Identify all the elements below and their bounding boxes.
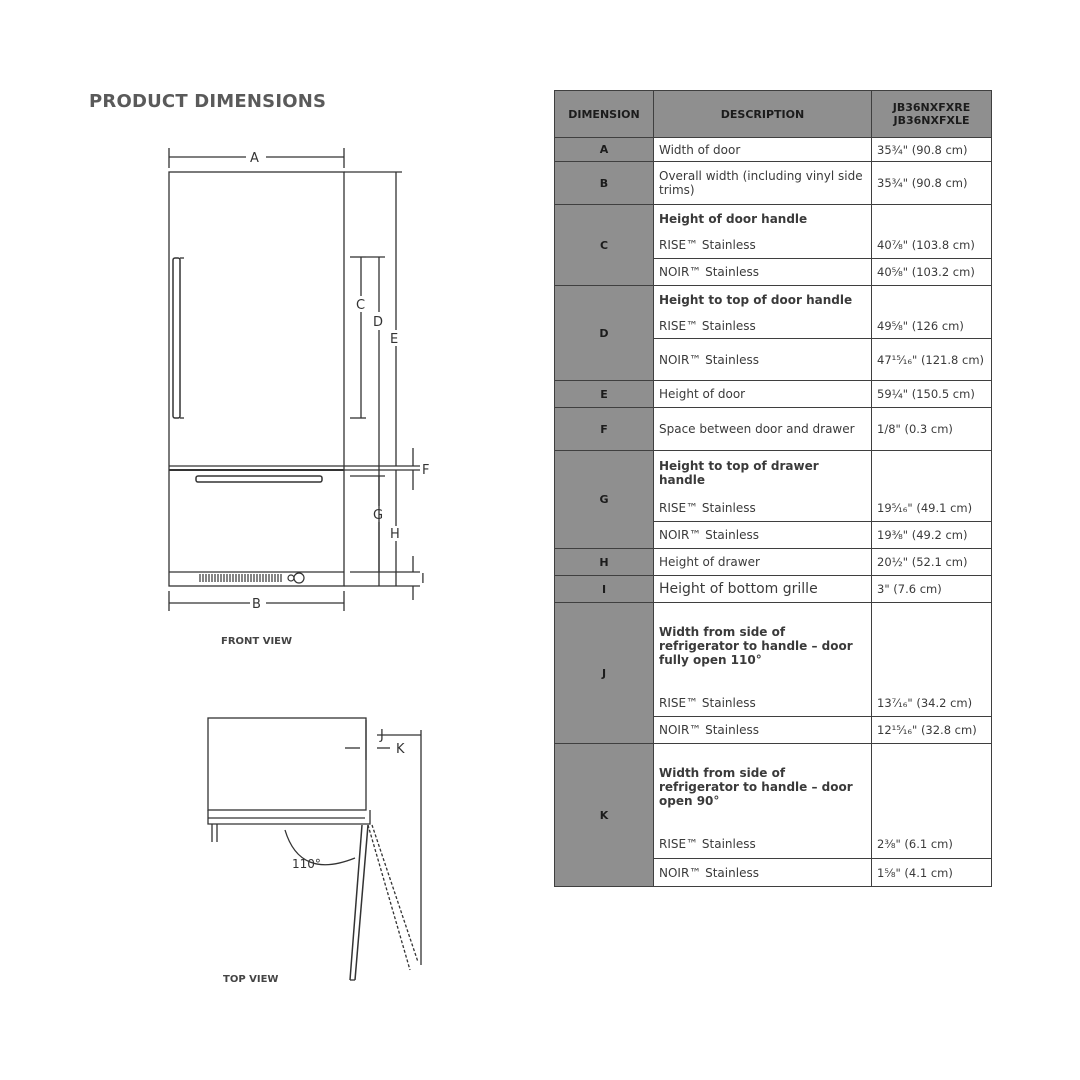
desc-sub: RISE™ Stainless <box>654 314 872 339</box>
dim-cell: H <box>555 549 654 576</box>
page-title: PRODUCT DIMENSIONS <box>89 91 327 112</box>
dim-label-i: I <box>421 572 425 587</box>
table-row <box>555 408 992 451</box>
dim-label-f: F <box>422 463 430 478</box>
value-cell: 59¼" (150.5 cm) <box>872 381 992 408</box>
dim-cell: E <box>555 381 654 408</box>
header-dimension: DIMENSION <box>555 91 654 138</box>
value-cell: 19⅜" (49.2 cm) <box>872 522 992 549</box>
dim-cell: D <box>555 286 654 381</box>
desc-sub: RISE™ Stainless <box>654 495 872 522</box>
value-cell: 1⅝" (4.1 cm) <box>872 859 992 887</box>
desc-sub: RISE™ Stainless <box>654 690 872 717</box>
desc-sub: NOIR™ Stainless <box>654 717 872 744</box>
header-model <box>872 91 992 138</box>
value-cell: 49⅝" (126 cm) <box>872 314 992 339</box>
table-row <box>555 603 992 690</box>
dim-cell: G <box>555 451 654 549</box>
table-row <box>555 205 992 233</box>
dim-label-j: J <box>380 728 384 743</box>
value-cell: 47¹⁵⁄₁₆" (121.8 cm) <box>872 339 992 381</box>
table-row <box>555 451 992 495</box>
value-cell: 40⅝" (103.2 cm) <box>872 259 992 286</box>
dim-cell: B <box>555 162 654 205</box>
dim-label-b: B <box>252 597 261 612</box>
model-1: JB36NXFXRE <box>892 101 971 114</box>
dim-cell: C <box>555 205 654 286</box>
desc-cell: Height of bottom grille <box>654 576 872 603</box>
desc-cell: Width of door <box>654 138 872 162</box>
desc-sub: NOIR™ Stainless <box>654 859 872 887</box>
dim-cell: K <box>555 744 654 887</box>
desc-heading: Width from side of refrigerator to handle – door open 90° <box>654 744 872 831</box>
door-handle <box>173 258 180 418</box>
desc-heading: Height to top of door handle <box>654 286 872 314</box>
dim-label-c: C <box>356 298 366 313</box>
table-row <box>555 162 992 205</box>
value-cell: 35¾" (90.8 cm) <box>872 138 992 162</box>
dim-label-k: K <box>396 742 405 757</box>
drawer-handle <box>196 476 322 482</box>
table-row <box>555 576 992 603</box>
table-row <box>555 549 992 576</box>
dim-label-g: G <box>373 508 384 523</box>
dim-label-h: H <box>390 527 400 542</box>
desc-sub: NOIR™ Stainless <box>654 259 872 286</box>
desc-heading: Height to top of drawer handle <box>654 451 872 495</box>
desc-heading: Height of door handle <box>654 205 872 233</box>
model-2: JB36NXFXLE <box>893 114 970 127</box>
dim-cell: I <box>555 576 654 603</box>
dim-cell: J <box>555 603 654 744</box>
top-view-caption: TOP VIEW <box>223 974 279 985</box>
top-view-handle <box>212 824 217 842</box>
dim-cell: F <box>555 408 654 451</box>
dim-cell: A <box>555 138 654 162</box>
dimensions-table <box>554 90 992 887</box>
desc-sub: RISE™ Stainless <box>654 831 872 859</box>
table-row <box>555 381 992 408</box>
bottom-grille <box>200 573 304 583</box>
dim-label-e: E <box>390 332 399 347</box>
desc-sub: NOIR™ Stainless <box>654 339 872 381</box>
desc-sub: RISE™ Stainless <box>654 233 872 259</box>
desc-cell: Overall width (including vinyl side trims) <box>654 162 872 205</box>
desc-cell: Space between door and drawer <box>654 408 872 451</box>
table-row <box>555 744 992 831</box>
value-cell: 35¾" (90.8 cm) <box>872 162 992 205</box>
header-description: DESCRIPTION <box>654 91 872 138</box>
top-view-body <box>208 718 366 810</box>
fridge-body-outline <box>169 172 344 586</box>
dim-label-a: A <box>250 151 259 166</box>
angle-label: 110° <box>292 857 321 871</box>
desc-sub: NOIR™ Stainless <box>654 522 872 549</box>
desc-heading: Width from side of refrigerator to handle – door fully open 110° <box>654 603 872 690</box>
value-cell: 40⅞" (103.8 cm) <box>872 233 992 259</box>
value-cell: 2⅜" (6.1 cm) <box>872 831 992 859</box>
table-row <box>555 286 992 314</box>
front-view-caption: FRONT VIEW <box>221 636 293 647</box>
table-row <box>555 138 992 162</box>
value-cell: 13⁷⁄₁₆" (34.2 cm) <box>872 690 992 717</box>
desc-cell: Height of door <box>654 381 872 408</box>
value-cell: 20½" (52.1 cm) <box>872 549 992 576</box>
desc-cell: Height of drawer <box>654 549 872 576</box>
dim-label-d: D <box>373 315 384 330</box>
value-cell: 12¹⁵⁄₁₆" (32.8 cm) <box>872 717 992 744</box>
value-cell: 3" (7.6 cm) <box>872 576 992 603</box>
value-cell: 19⁵⁄₁₆" (49.1 cm) <box>872 495 992 522</box>
value-cell: 1/8" (0.3 cm) <box>872 408 992 451</box>
